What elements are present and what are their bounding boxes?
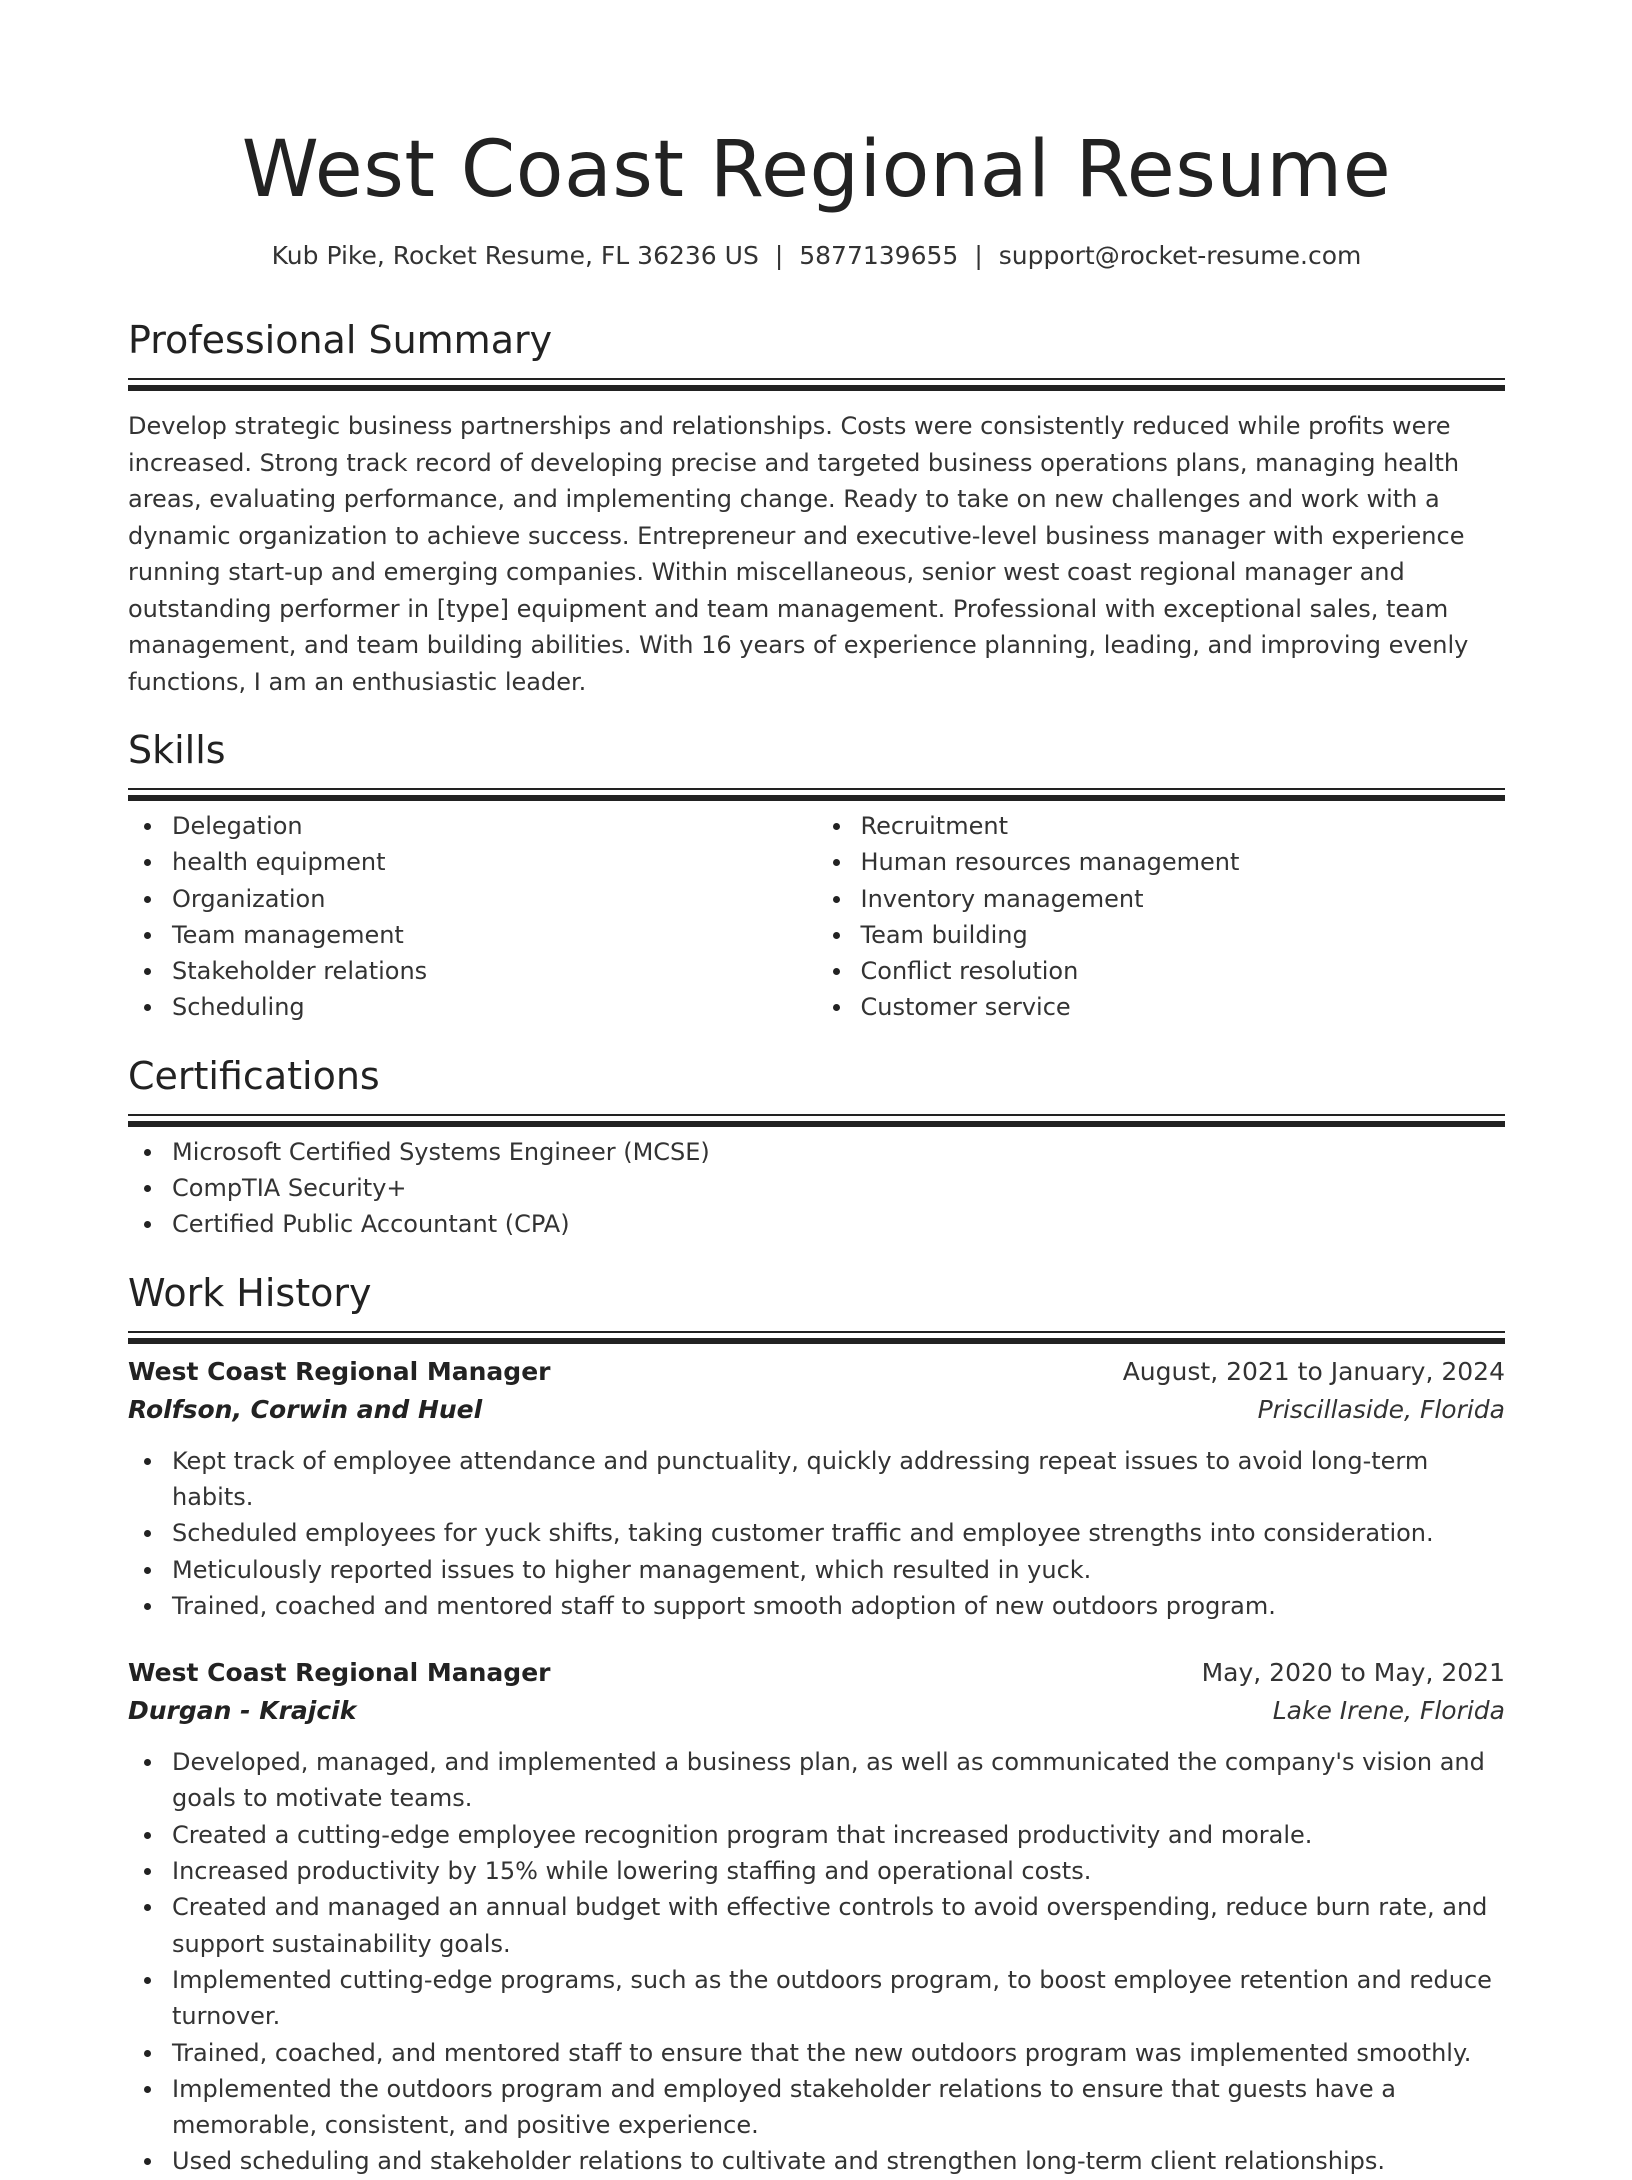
job-header-row — [128, 1654, 1505, 1692]
job-bullet: Created and managed an annual budget with effective controls to avoid overspending, reduce burn rate, and support sustainability goals. — [172, 1889, 1505, 1962]
summary-section — [128, 316, 1505, 700]
certifications-section — [128, 1052, 1505, 1243]
skill-item: Stakeholder relations — [172, 953, 817, 989]
job-entry — [128, 1353, 1505, 1624]
job-bullets — [128, 1443, 1505, 1624]
job-bullet: Implemented the outdoors program and employed stakeholder relations to ensure that guests have a memorable, consistent, and positive experience. — [172, 2071, 1505, 2144]
job-company-row — [128, 1692, 1505, 1730]
skill-item: Conflict resolution — [861, 953, 1506, 989]
job-bullet: Kept track of employee attendance and punctuality, quickly addressing repeat issues to avoid long-term habits. — [172, 1443, 1505, 1516]
skill-item: Human resources management — [861, 844, 1506, 880]
certification-item: Microsoft Certified Systems Engineer (MCSE) — [172, 1134, 1505, 1170]
work-history-section — [128, 1269, 1505, 2180]
section-divider — [128, 1331, 1505, 1333]
skill-item: Recruitment — [861, 808, 1506, 844]
job-bullet: Meticulously reported issues to higher management, which resulted in yuck. — [172, 1552, 1505, 1588]
job-company-row — [128, 1391, 1505, 1429]
job-company: Durgan - Krajcik — [128, 1696, 357, 1726]
contact-separator: | — [774, 241, 784, 270]
section-title-skills: Skills — [128, 728, 226, 772]
contact-email: support@rocket-resume.com — [998, 241, 1362, 270]
skill-item: Team management — [172, 917, 817, 953]
job-dates: August, 2021 to January, 2024 — [1122, 1356, 1505, 1386]
resume-page — [128, 0, 1505, 2180]
job-bullet: Trained, coached and mentored staff to support smooth adoption of new outdoors program. — [172, 1588, 1505, 1624]
section-divider — [128, 1114, 1505, 1116]
skill-item: Customer service — [861, 989, 1506, 1025]
skill-item: Inventory management — [861, 881, 1506, 917]
section-title-certifications: Certifications — [128, 1053, 380, 1098]
job-bullet: Increased productivity by 15% while lowering staffing and operational costs. — [172, 1853, 1505, 1889]
skill-item: health equipment — [172, 844, 817, 880]
job-entry — [128, 1654, 1505, 2180]
job-company: Rolfson, Corwin and Huel — [128, 1394, 483, 1424]
section-title-work-history: Work History — [128, 1270, 372, 1315]
skills-grid — [128, 808, 1505, 1026]
contact-phone: 5877139655 — [799, 241, 959, 270]
job-header-row — [128, 1353, 1505, 1391]
section-divider — [128, 788, 1505, 790]
contact-separator: | — [974, 241, 983, 270]
job-dates: May, 2020 to May, 2021 — [1201, 1658, 1505, 1688]
job-location: Priscillaside, Florida — [1257, 1394, 1505, 1424]
job-title: West Coast Regional Manager — [128, 1356, 551, 1386]
section-title-summary: Professional Summary — [128, 318, 553, 362]
skills-list-left — [128, 808, 817, 1026]
skill-item: Team building — [861, 917, 1506, 953]
job-bullet: Scheduled employees for yuck shifts, taking customer traffic and employee strengths into consideration. — [172, 1515, 1505, 1551]
summary-text: Develop strategic business partnerships and relationships. Costs were consistently reduced while profits were increased. Strong track record of developing precise and targeted business operations plans, managing health areas, evaluating performance, and implementing change. Ready to take on new challenges and work with a dynamic organization to achieve success. Entrepreneur and executive-level business manager with experience running start-up and emerging companies. Within miscellaneous, senior west coast regional manager and outstanding performer in [type] equipment and team management. Professional with exceptional sales, team management, and team building abilities. With 16 years of experience planning, leading, and improving evenly functions, I am an enthusiastic leader. — [128, 412, 1469, 696]
skill-item: Scheduling — [172, 989, 817, 1025]
skills-section — [128, 726, 1505, 1026]
certification-item: CompTIA Security+ — [172, 1170, 1505, 1206]
job-bullet: Developed, managed, and implemented a business plan, as well as communicated the company's vision and goals to motivate teams. — [172, 1744, 1505, 1817]
skills-list-right — [817, 808, 1506, 1026]
skill-item: Delegation — [172, 808, 817, 844]
contact-line — [128, 240, 1505, 272]
resume-name: West Coast Regional Resume — [241, 125, 1392, 215]
job-location: Lake Irene, Florida — [1272, 1696, 1505, 1726]
contact-address: Kub Pike, Rocket Resume, FL 36236 US — [271, 241, 759, 270]
job-bullet: Implemented cutting-edge programs, such as the outdoors program, to boost employee retention and reduce turnover. — [172, 1962, 1505, 2035]
section-divider — [128, 378, 1505, 380]
job-bullet: Used scheduling and stakeholder relations to cultivate and strengthen long-term client relationships. — [172, 2143, 1505, 2179]
job-bullet: Trained, coached, and mentored staff to ensure that the new outdoors program was implemented smoothly. — [172, 2035, 1505, 2071]
certification-item: Certified Public Accountant (CPA) — [172, 1206, 1505, 1242]
job-bullet: Created a cutting-edge employee recognition program that increased productivity and morale. — [172, 1817, 1505, 1853]
job-bullets — [128, 1744, 1505, 2180]
certifications-list — [128, 1134, 1505, 1243]
skill-item: Organization — [172, 881, 817, 917]
job-title: West Coast Regional Manager — [128, 1658, 551, 1688]
